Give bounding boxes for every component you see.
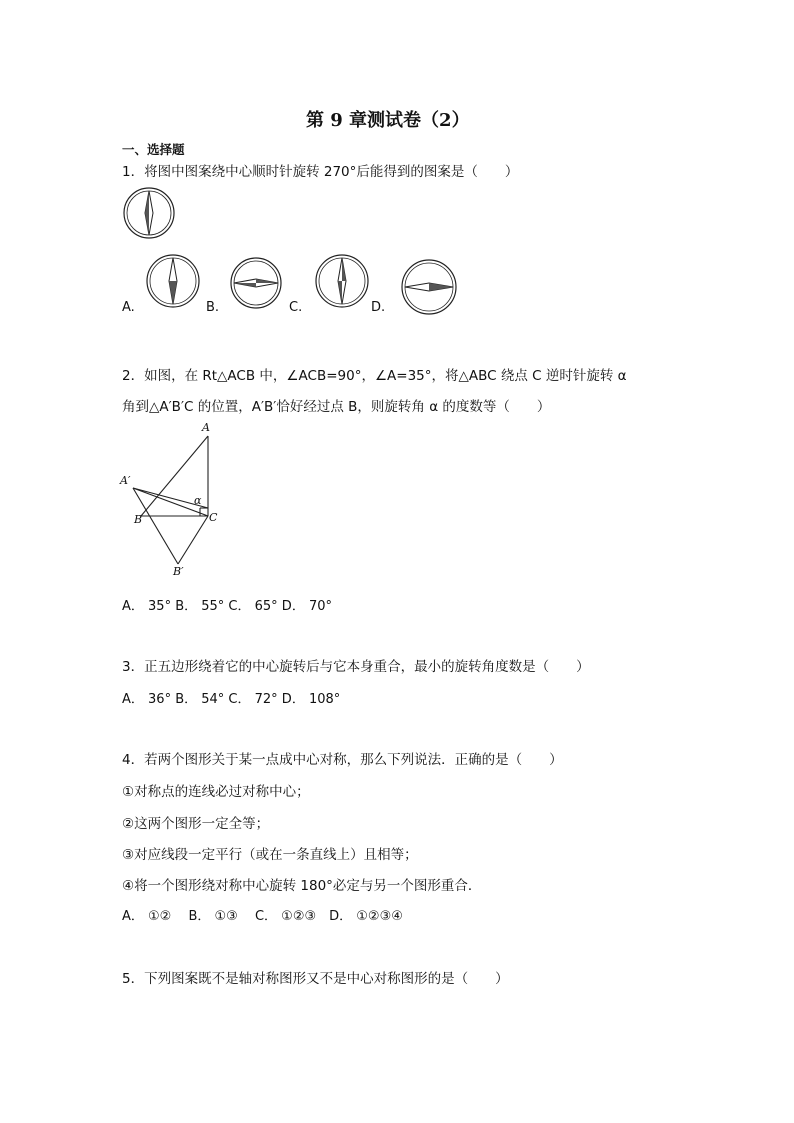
q1-option-d-label[interactable]: D. [371, 300, 386, 315]
q2-label-b-prime: B′ [173, 565, 184, 578]
q1-option-c-label[interactable]: C. [289, 300, 303, 315]
question-4-item-4: ④将一个图形绕对称中心旋转 180°必定与另一个图形重合． [122, 878, 482, 894]
question-2-line-2: 角到△A′B′C 的位置，A′B′恰好经过点 B，则旋转角 α 的度数等（ ） [122, 399, 551, 415]
question-4-text: 4．若两个图形关于某一点成中心对称，那么下列说法．正确的是（ ） [122, 752, 563, 768]
q2-label-a-prime: A′ [120, 474, 131, 487]
question-5-text: 5．下列图案既不是轴对称图形又不是中心对称图形的是（ ） [122, 971, 509, 987]
q1-option-b-label[interactable]: B. [206, 300, 220, 315]
q2-label-a: A [202, 421, 210, 434]
question-3-options[interactable]: A． 36° B． 54° C． 72° D． 108° [122, 692, 341, 707]
question-4-item-2: ②这两个图形一定全等； [122, 816, 270, 832]
question-2-line-1: 2．如图，在 Rt△ACB 中，∠ACB=90°，∠A=35°，将△ABC 绕点 C 逆时针旋转 α [122, 368, 627, 384]
q2-label-c: C [209, 511, 218, 524]
question-4-item-3: ③对应线段一定平行（或在一条直线上）且相等； [122, 847, 418, 863]
page-title: 第 9 章测试卷（2） [306, 110, 470, 131]
q2-label-alpha: α [194, 494, 202, 507]
question-3-text: 3．正五边形绕着它的中心旋转后与它本身重合，最小的旋转角度数是（ ） [122, 659, 590, 675]
question-2-options[interactable]: A． 35° B． 55° C． 65° D． 70° [122, 599, 332, 614]
question-4-item-1: ①对称点的连线必过对称中心； [122, 784, 310, 800]
q1-option-a-label[interactable]: A. [122, 300, 135, 315]
question-1-text: 1．将图中图案绕中心顺时针旋转 270°后能得到的图案是（ ） [122, 164, 519, 180]
question-4-options[interactable]: A． ①② B． ①③ C． ①②③ D． ①②③④ [122, 909, 403, 924]
q2-label-b: B [134, 513, 143, 526]
section-heading: 一、选择题 [122, 142, 185, 157]
